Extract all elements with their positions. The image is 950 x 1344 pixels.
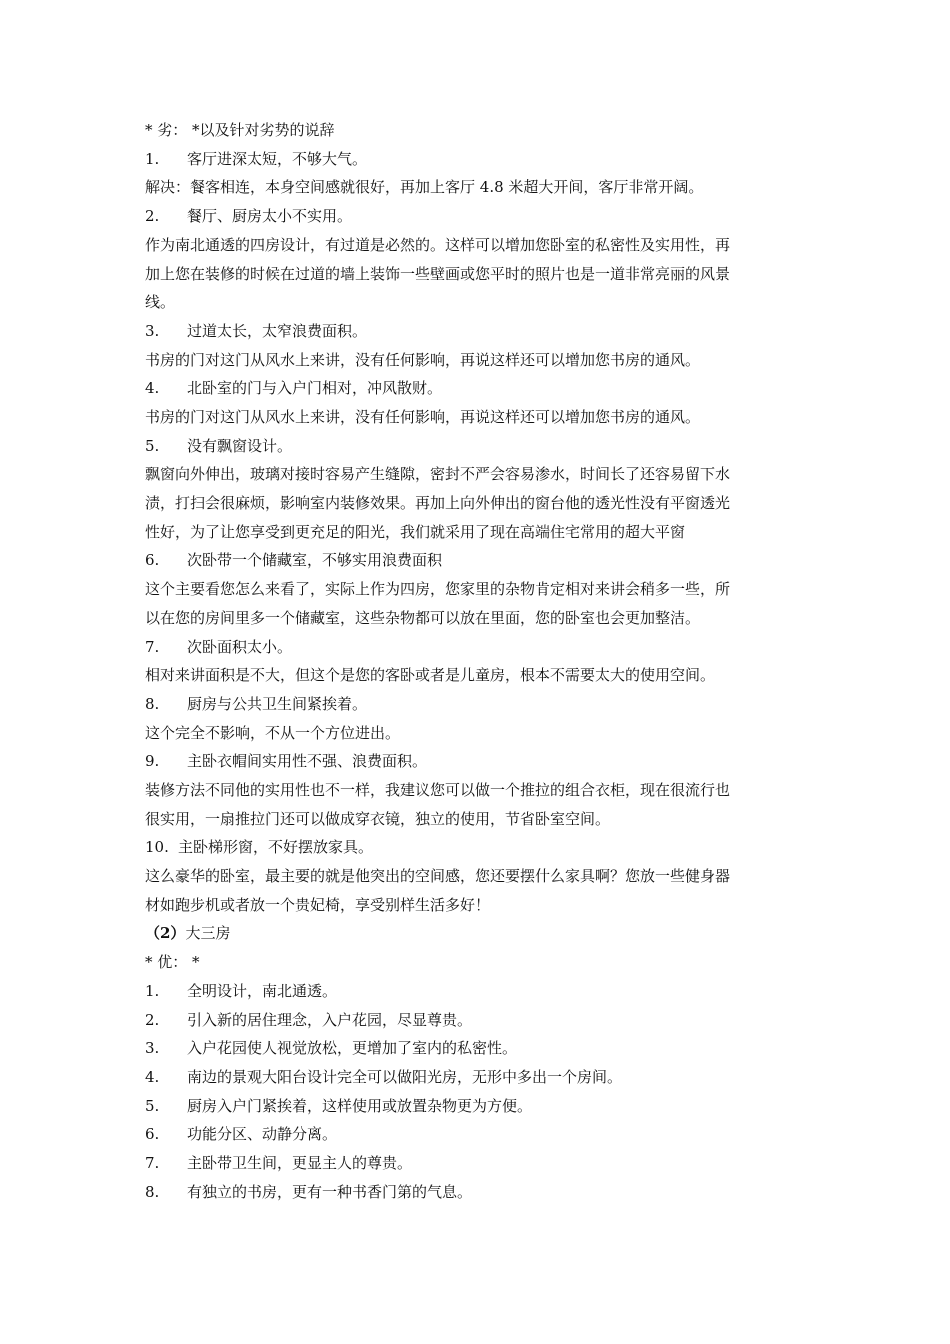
paragraph-line: 这么豪华的卧室，最主要的就是他突出的空间感，您还要摆什么家具啊？您放一些健身器 <box>145 867 731 885</box>
paragraph-line: 书房的门对这门从风水上来讲，没有任何影响，再说这样还可以增加您书房的通风。 <box>145 408 701 426</box>
plus-item-3 <box>145 1038 805 1058</box>
minus-heading: * 劣： *以及针对劣势的说辞 <box>145 121 335 139</box>
plus-item-1 <box>145 981 805 1001</box>
paragraph-line: 以在您的房间里多一个储藏室，这些杂物都可以放在里面，您的卧室也会更加整洁。 <box>145 609 701 627</box>
item-text: 南边的景观大阳台设计完全可以做阳光房，无形中多出一个房间。 <box>187 1068 623 1086</box>
plus-item-4 <box>145 1067 805 1087</box>
item-text: 次卧带一个储藏室，不够实用浪费面积 <box>187 551 443 569</box>
item-number: 9. <box>145 752 160 770</box>
item-text: 主卧衣帽间实用性不强、浪费面积。 <box>187 752 428 770</box>
section-title: 大三房 <box>185 924 231 942</box>
paragraph-line: 材如跑步机或者放一个贵妃椅，享受别样生活多好！ <box>145 896 491 914</box>
paragraph-line: 线。 <box>145 293 176 311</box>
paragraph-line: 飘窗向外伸出，玻璃对接时容易产生缝隙，密封不严会容易渗水，时间长了还容易留下水 <box>145 465 731 483</box>
minus-item-9 <box>145 751 805 771</box>
item-text: 没有飘窗设计。 <box>187 437 293 455</box>
item-number: 4. <box>145 379 160 397</box>
minus-item-1 <box>145 149 805 169</box>
minus-item-2 <box>145 206 805 226</box>
section-heading <box>145 923 805 943</box>
item-number: 6. <box>145 551 160 569</box>
item-text: 餐厅、厨房太小不实用。 <box>187 207 353 225</box>
item-number: 1. <box>145 150 160 168</box>
minus-item-5 <box>145 436 805 456</box>
minus-item-7 <box>145 637 805 657</box>
item-text: 北卧室的门与入户门相对，冲风散财。 <box>187 379 443 397</box>
paragraph-line: 相对来讲面积是不大，但这个是您的客卧或者是儿童房，根本不需要太大的使用空间。 <box>145 666 716 684</box>
item-number: 8. <box>145 695 160 713</box>
item-number: 3. <box>145 322 160 340</box>
plus-item-6 <box>145 1124 805 1144</box>
item-text: 有独立的书房，更有一种书香门第的气息。 <box>187 1183 473 1201</box>
paragraph-line: 这个主要看您怎么来看了，实际上作为四房，您家里的杂物肯定相对来讲会稍多一些，所 <box>145 580 731 598</box>
item-number: 2. <box>145 207 160 225</box>
plus-item-8 <box>145 1182 805 1202</box>
item-text: 主卧梯形窗，不好摆放家具。 <box>178 838 374 856</box>
paragraph-line: 性好，为了让您享受到更充足的阳光，我们就采用了现在高端住宅常用的超大平窗 <box>145 523 686 541</box>
item-text: 客厅进深太短，不够大气。 <box>187 150 368 168</box>
item-text: 主卧带卫生间，更显主人的尊贵。 <box>187 1154 413 1172</box>
item-number: 3. <box>145 1039 160 1057</box>
minus-item-6 <box>145 550 805 570</box>
paragraph-line: 很实用，一扇推拉门还可以做成穿衣镜，独立的使用，节省卧室空间。 <box>145 810 611 828</box>
item-number: 5. <box>145 1097 160 1115</box>
item-text: 全明设计，南北通透。 <box>187 982 338 1000</box>
item-number: 7. <box>145 1154 160 1172</box>
item-text: 入户花园使人视觉放松，更增加了室内的私密性。 <box>187 1039 518 1057</box>
item-number: 2. <box>145 1011 160 1029</box>
paragraph-line: 装修方法不同他的实用性也不一样，我建议您可以做一个推拉的组合衣柜，现在很流行也 <box>145 781 731 799</box>
item-text: 次卧面积太小。 <box>187 638 293 656</box>
section-number: （2） <box>145 924 186 942</box>
item-number: 10. <box>145 838 169 856</box>
paragraph-line: 书房的门对这门从风水上来讲，没有任何影响，再说这样还可以增加您书房的通风。 <box>145 351 701 369</box>
paragraph-line: 解决：餐客相连，本身空间感就很好，再加上客厅 4.8 米超大开间，客厅非常开阔。 <box>145 178 704 196</box>
item-number: 4. <box>145 1068 160 1086</box>
item-text: 引入新的居住理念，入户花园，尽显尊贵。 <box>187 1011 473 1029</box>
plus-item-5 <box>145 1096 805 1116</box>
plus-heading: * 优： * <box>145 953 200 971</box>
item-number: 8. <box>145 1183 160 1201</box>
item-text: 厨房入户门紧挨着，这样使用或放置杂物更为方便。 <box>187 1097 533 1115</box>
item-text: 厨房与公共卫生间紧挨着。 <box>187 695 368 713</box>
paragraph-line: 作为南北通透的四房设计，有过道是必然的。这样可以增加您卧室的私密性及实用性，再 <box>145 236 731 254</box>
minus-item-4 <box>145 378 805 398</box>
plus-item-2 <box>145 1010 805 1030</box>
minus-item-8 <box>145 694 805 714</box>
plus-item-7 <box>145 1153 805 1173</box>
paragraph-line: 加上您在装修的时候在过道的墙上装饰一些壁画或您平时的照片也是一道非常亮丽的风景 <box>145 265 731 283</box>
paragraph-line: 渍，打扫会很麻烦，影响室内装修效果。再加上向外伸出的窗台他的透光性没有平窗透光 <box>145 494 731 512</box>
paragraph-line: 这个完全不影响，不从一个方位进出。 <box>145 724 401 742</box>
item-text: 功能分区、动静分离。 <box>187 1125 338 1143</box>
minus-item-3 <box>145 321 805 341</box>
item-number: 6. <box>145 1125 160 1143</box>
item-number: 7. <box>145 638 160 656</box>
item-number: 5. <box>145 437 160 455</box>
minus-item-10 <box>145 837 805 857</box>
item-text: 过道太长，太窄浪费面积。 <box>187 322 368 340</box>
item-number: 1. <box>145 982 160 1000</box>
